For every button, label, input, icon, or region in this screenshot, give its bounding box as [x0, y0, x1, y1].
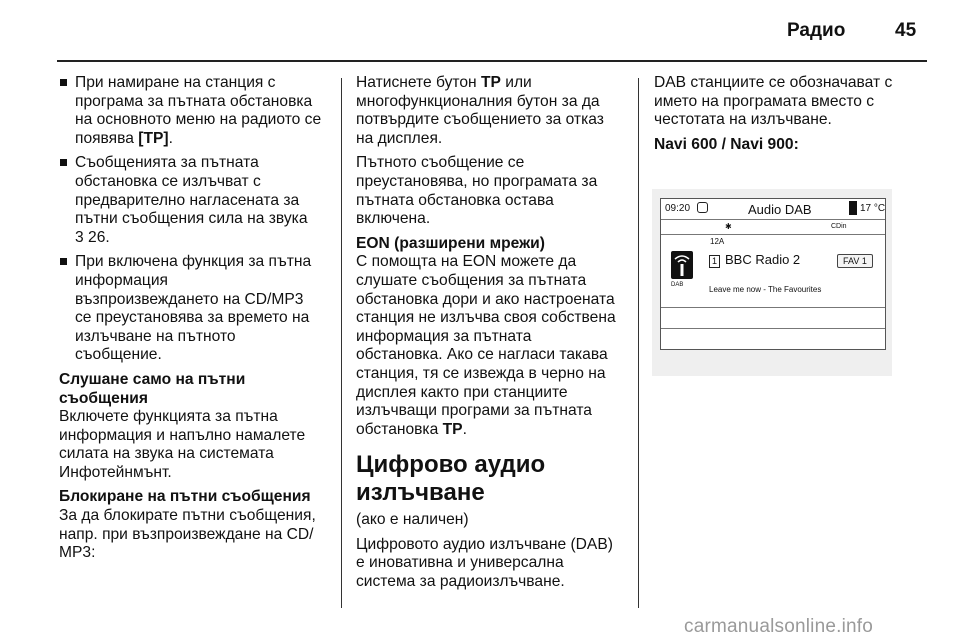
text-line [356, 74, 628, 93]
text-line: дисплея както при станциите [356, 383, 568, 401]
page-number: 45 [895, 20, 917, 41]
text-line: излъчващи програми за пътната [356, 402, 592, 420]
dab-screen-figure [652, 189, 892, 376]
paragraph [356, 154, 628, 228]
column-2 [356, 74, 628, 598]
text-line: обстановка. Ако се нагласи такава [356, 346, 608, 364]
column-1 [59, 74, 331, 569]
station-name[interactable]: BBC Radio 2 [725, 252, 801, 267]
subheading [59, 371, 331, 408]
column-divider-2 [638, 78, 639, 608]
text-line: система за радиоизлъчване. [356, 573, 565, 591]
text-line: е иновативна и универсална [356, 554, 564, 572]
text-line: предварително нагласената за [75, 191, 300, 209]
phone-icon [849, 201, 857, 215]
text-line: обстановка дори и ако настроената [356, 290, 615, 308]
text-line: DAB станциите се обозначават с [654, 74, 893, 91]
page-title: Радио [787, 20, 846, 41]
availability-note [356, 511, 628, 530]
text-line: Включете функцията за пътна [59, 408, 278, 426]
navigation-icon [697, 202, 708, 213]
paragraph [59, 408, 331, 482]
bullet-square-icon [60, 79, 67, 86]
text-line: Navi 600 / Navi 900: [654, 135, 799, 153]
subheading [59, 488, 331, 507]
temperature: 17 °C [860, 203, 886, 214]
track-info: Leave me now - The Favourites [709, 285, 822, 294]
text-line: се преустановява за времето на [75, 309, 310, 327]
display-title: Audio DAB [748, 202, 812, 217]
column-3 [654, 74, 926, 154]
bluetooth-icon: ✱ [725, 222, 732, 231]
page-reference [75, 229, 331, 248]
text-span: . [462, 420, 467, 438]
text-line: С помощта на EON можете да [356, 253, 577, 271]
preset-number[interactable]: 1 [709, 255, 720, 268]
text-span: или [505, 74, 532, 91]
bullet-square-icon [60, 258, 67, 265]
text-line: Пътното съобщение се [356, 154, 525, 172]
text-span: Натиснете бутон [356, 74, 477, 91]
text-line: съобщения [59, 389, 148, 407]
ensemble-label: 12A [710, 237, 725, 246]
text-line: на дисплея. [356, 129, 443, 147]
infotainment-display [660, 198, 886, 350]
text-line: на основното меню на радиото се [75, 111, 322, 129]
text-line: програма за пътната обстановка [75, 92, 313, 110]
subheading [356, 235, 628, 254]
text-line: излъчване [356, 479, 485, 507]
text-line: пътната обстановка остава [356, 191, 554, 209]
text-line: Блокиране на пътни съобщения [59, 488, 311, 506]
text-line [356, 421, 628, 440]
watermark: carmanualsonline.info [684, 616, 874, 637]
column-divider-1 [341, 78, 342, 608]
text-span: обстановка [356, 420, 439, 438]
text-line: многофункционалния бутон за да [356, 92, 600, 110]
text-span: появява [75, 129, 134, 147]
text-line: честотата на излъчване. [654, 111, 832, 129]
text-line: информация и напълно намалете [59, 426, 306, 444]
text-span: 26. [88, 228, 110, 246]
text-line: потвърдите съобщението за отказ [356, 111, 604, 129]
reference-arrow-icon: 3 [75, 228, 84, 246]
dab-label: DAB [671, 282, 684, 288]
text-span: . [168, 129, 173, 147]
text-line: преустановява, но програмата за [356, 172, 598, 190]
text-line: обстановка се излъчват с [75, 172, 261, 190]
text-line: станция не излъчва своя собствена [356, 309, 616, 327]
text-line: станция, тя се извежда в черно на [356, 364, 606, 382]
clock: 09:20 [665, 203, 691, 214]
paragraph [654, 74, 926, 130]
paragraph [356, 536, 628, 592]
text-line: информация [75, 271, 168, 289]
text-line: възпроизвеждането на CD/MP3 [75, 290, 304, 308]
display-status-bar [661, 199, 885, 220]
text-line: информация за пътната [356, 327, 532, 345]
paragraph [356, 253, 628, 439]
paragraph [356, 74, 628, 148]
tp-label: TP [480, 74, 501, 91]
tp-label: [TP] [138, 129, 169, 147]
display-empty-row [661, 308, 885, 329]
text-line: Инфотейнмънт. [59, 463, 172, 481]
fav-button[interactable]: FAV 1 [837, 254, 873, 268]
text-line: слушате съобщения за пътната [356, 271, 587, 289]
display-info-bar [661, 220, 885, 235]
text-line: При намиране на станция с [75, 74, 276, 91]
text-line: включена. [356, 210, 431, 228]
text-line: При включена функция за пътна [75, 253, 312, 271]
section-title [356, 451, 628, 507]
bullet-item [59, 253, 331, 365]
bullet-square-icon [60, 159, 67, 166]
text-line: MP3: [59, 544, 96, 562]
text-line: силата на звука на системата [59, 445, 274, 463]
text-line: EON (разширени мрежи) [356, 234, 545, 252]
page-header [0, 0, 960, 62]
text-line: излъчване на пътното [75, 327, 236, 345]
text-line: името на програмата вместо с [654, 92, 875, 110]
text-line: Съобщенията за пътната [75, 154, 259, 172]
header-rule [57, 60, 927, 62]
text-line: Цифровото аудио излъчване (DAB) [356, 535, 613, 553]
bullet-item [59, 74, 331, 148]
text-line: Слушане само на пътни [59, 370, 246, 388]
subheading [654, 136, 926, 155]
bullet-item [59, 154, 331, 247]
station-panel [661, 235, 885, 308]
tp-label: TP [442, 420, 463, 438]
text-line [75, 130, 331, 149]
dab-antenna-icon [671, 251, 693, 279]
text-line: пътни съобщения сила на звука [75, 210, 308, 228]
paragraph [59, 507, 331, 563]
text-line: съобщение. [75, 346, 162, 364]
text-line: Цифрово аудио [356, 451, 546, 479]
text-line: За да блокирате пътни съобщения, [59, 507, 316, 525]
text-line: (ако е наличен) [356, 511, 469, 529]
source-indicator: CDin [831, 223, 847, 230]
text-line: напр. при възпроизвеждане на CD/ [59, 525, 314, 543]
